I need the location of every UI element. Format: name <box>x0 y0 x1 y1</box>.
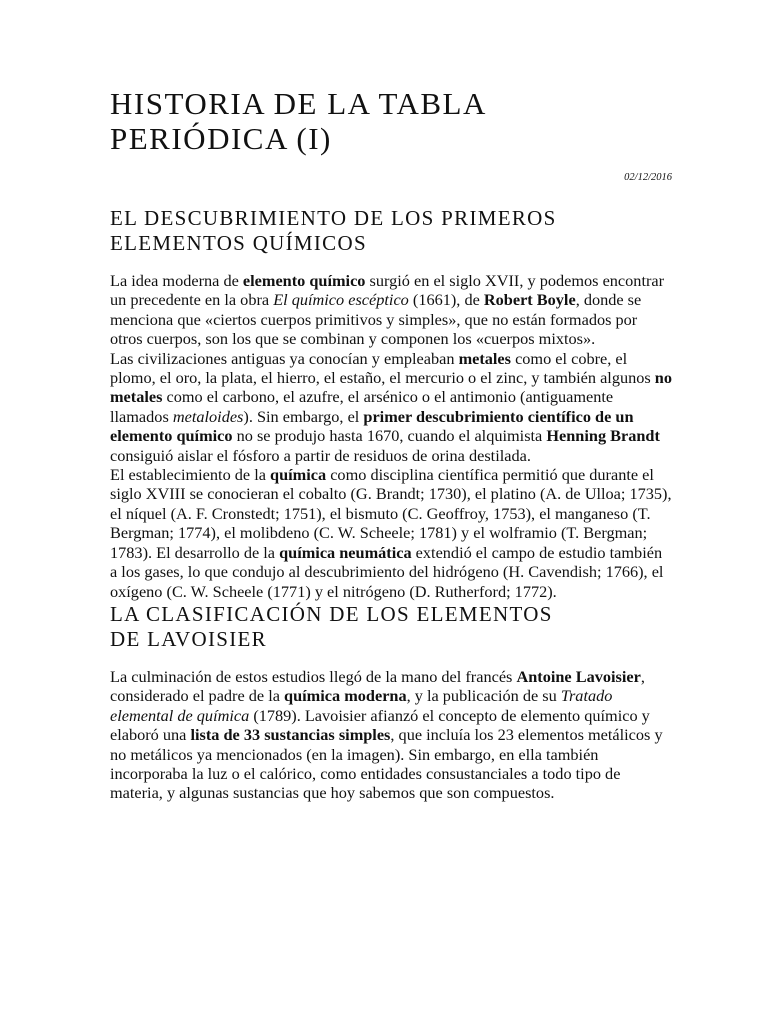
text-run: consiguió aislar el fósforo a partir de residuos de orina destilada. <box>110 445 531 465</box>
bold-term-no-metales: no metales <box>110 368 672 407</box>
text-run: como el cobre, el plomo, el oro, la plata, el hierro, el estaño, el mercurio o el zinc, y también algunos <box>110 348 655 388</box>
bold-term-metales: metales <box>458 348 511 368</box>
text-run: (1789). Lavoisier afianzó el concepto de elemento químico y elaboró una <box>110 705 650 745</box>
paragraph-ancient-civilizations <box>110 349 672 465</box>
bold-term-primer-descubrimiento: primer descubrimiento científico de un elemento químico <box>110 406 634 446</box>
bold-term-quimica-moderna: química moderna <box>284 686 407 706</box>
bold-term-quimica-neumatica: química neumática <box>279 542 412 562</box>
text-run: Las civilizaciones antiguas ya conocían y empleaban <box>110 348 459 368</box>
document-title-line-1: HISTORIA DE LA TABLA <box>110 86 487 121</box>
text-run: extendió el campo de estudio también a los gases, lo que condujo al descubrimiento del hidrógeno (H. Cavendish; 1766), el oxígeno (C. W. Scheele (1771) y el nitrógeno (D. Rutherford; 1772). <box>110 542 664 601</box>
bold-name-robert-boyle: Robert Boyle <box>483 290 576 310</box>
text-run: (1661), de <box>408 290 484 310</box>
publication-date: 02/12/2016 <box>624 172 672 183</box>
section-heading-lavoisier <box>110 602 672 652</box>
text-run: El establecimiento de la <box>110 465 271 485</box>
bold-term-lista-33-sustancias: lista de 33 sustancias simples <box>190 725 391 745</box>
section-heading-lavoisier-line-2: DE LAVOISIER <box>110 626 267 651</box>
text-run: como el carbono, el azufre, el arsénico o el antimonio (antiguamente llamados <box>110 387 614 426</box>
section-body-discovery <box>110 271 672 601</box>
section-heading-discovery-line-2: ELEMENTOS QUÍMICOS <box>110 231 367 255</box>
text-run: , que incluía los 23 elementos metálicos y no metálicos ya mencionados (en la imagen). Sin embargo, en ella también incorporaba la luz o el calórico, como entidades consustanciales a todo tipo de materia, y algunas sustancias que hoy sabemos que son compuestos. <box>110 725 663 803</box>
paragraph-eighteenth-century <box>110 465 672 601</box>
document-title-line-2: PERIÓDICA (I) <box>110 121 332 156</box>
section-body-lavoisier <box>110 667 672 803</box>
text-run: La culminación de estos estudios llegó de la mano del francés <box>110 666 517 686</box>
text-run: La idea moderna de <box>110 271 243 290</box>
document-title <box>110 86 672 156</box>
document-page <box>110 86 672 803</box>
text-run: , donde se menciona que «ciertos cuerpos primitivos y simples», que no están formados por otros cuerpos, son los que se combinan y componen los «cuerpos mixtos». <box>110 290 642 349</box>
section-heading-discovery-line-1: EL DESCUBRIMIENTO DE LOS PRIMEROS <box>110 206 557 230</box>
bold-name-henning-brandt: Henning Brandt <box>546 426 660 446</box>
bold-name-antoine-lavoisier: Antoine Lavoisier <box>516 666 641 686</box>
bold-term-elemento-quimico: elemento químico <box>242 271 366 290</box>
section-heading-discovery <box>110 206 672 256</box>
text-run: surgió en el siglo XVII, y podemos encontrar un precedente en la obra <box>110 271 665 310</box>
italic-term-metaloides: metaloides <box>172 406 244 426</box>
text-run: , considerado el padre de la <box>110 666 645 706</box>
text-run: ). Sin embargo, el <box>243 406 364 426</box>
italic-book-title: Tratado elemental de química <box>110 686 613 725</box>
section-heading-lavoisier-line-1: LA CLASIFICACIÓN DE LOS ELEMENTOS <box>110 601 553 626</box>
text-run: , y la publicación de su <box>406 686 561 706</box>
bold-term-quimica: química <box>270 465 327 485</box>
italic-book-title: El químico escéptico <box>273 290 409 310</box>
paragraph-lavoisier <box>110 667 672 803</box>
paragraph-boyle <box>110 271 672 349</box>
text-run: no se produjo hasta 1670, cuando el alquimista <box>232 426 547 446</box>
text-run: como disciplina científica permitió que durante el siglo XVIII se conocieran el cobalto (G. Brandt; 1730), el platino (A. de Ulloa; 1735), el níquel (A. F. Cronstedt; 1751), el bismuto (C. Geoffroy, 1753), el manganeso (T. Bergman; 1774), el molibdeno (C. W. Scheele; 1781) y el wolframio (T. Bergman; 1783). El desarrollo de la <box>110 465 672 562</box>
